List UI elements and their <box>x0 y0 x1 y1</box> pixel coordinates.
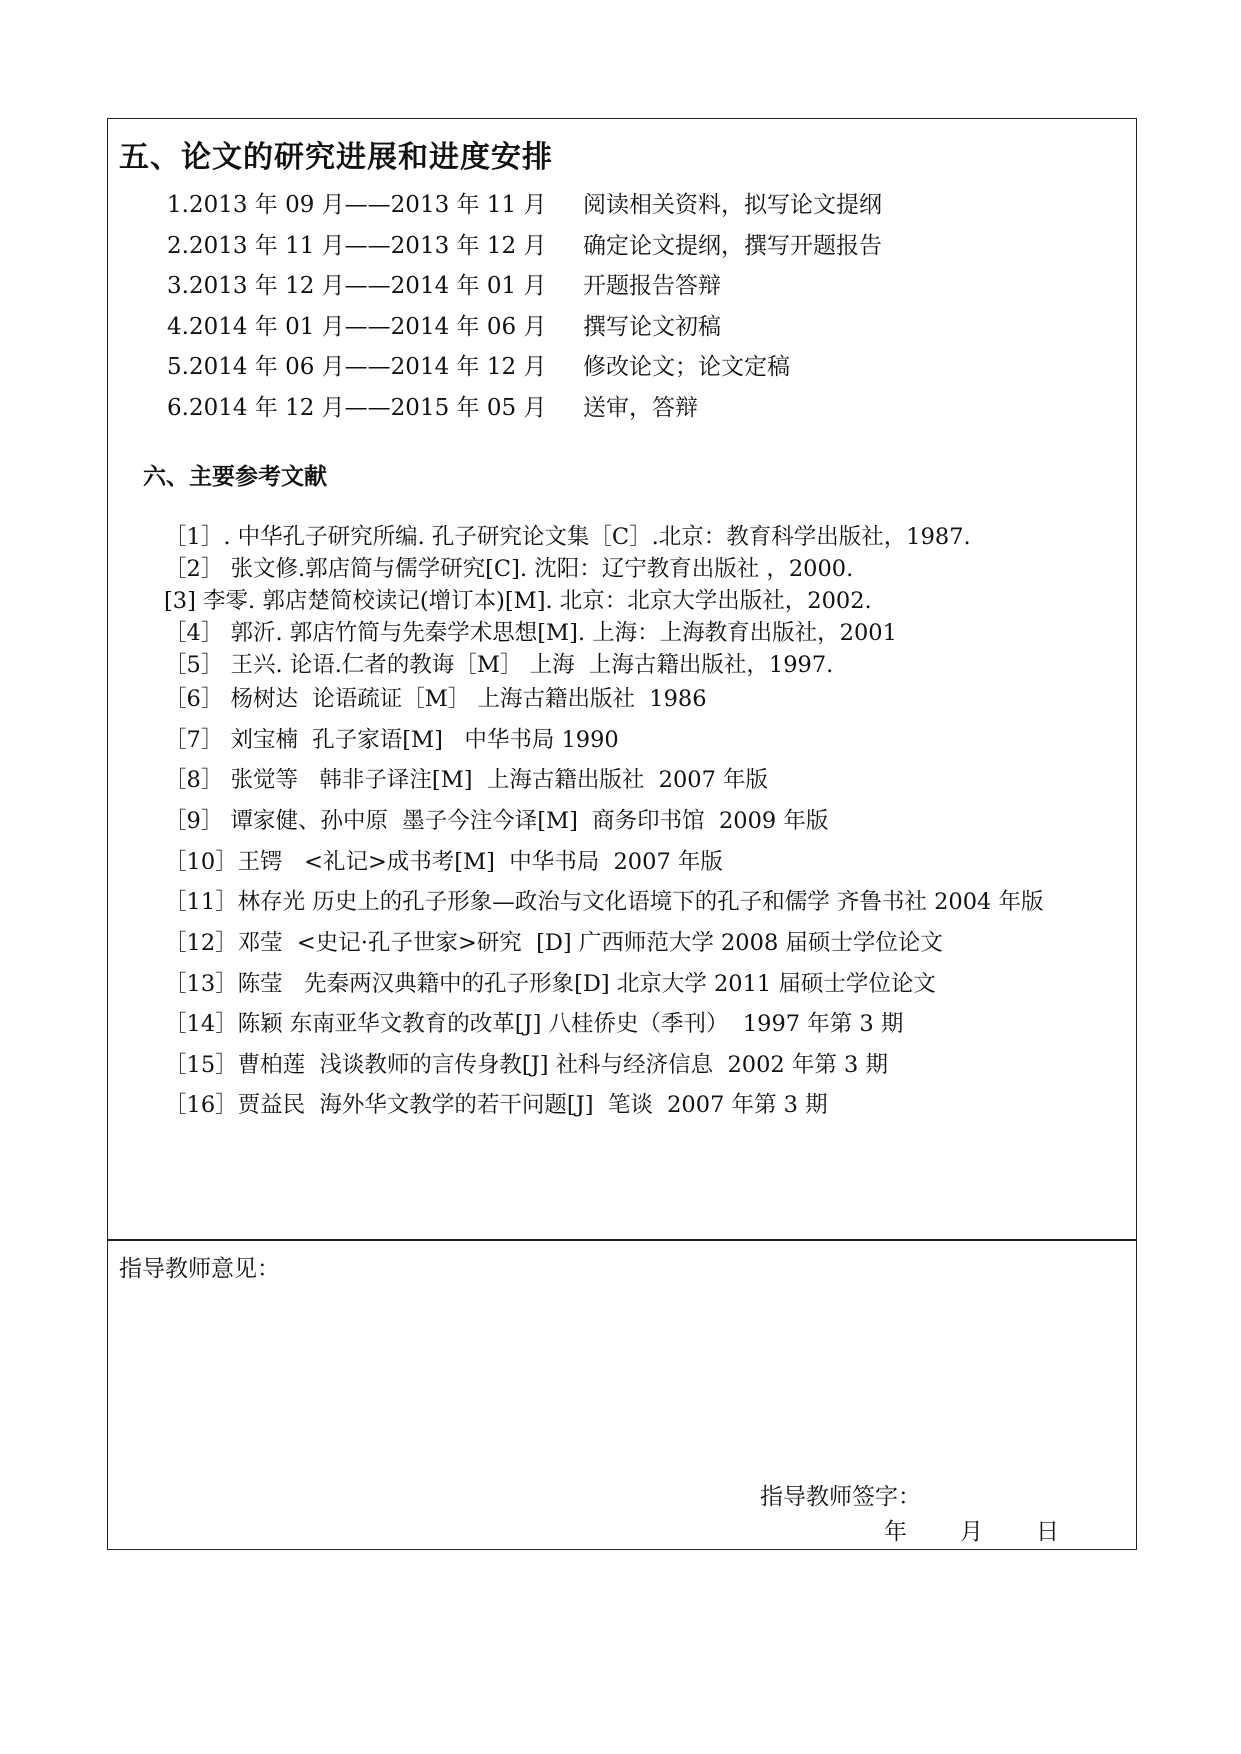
reference-item: ［4］ 郭沂. 郭店竹简与先秦学术思想[M]. 上海：上海教育出版社，2001 <box>164 620 897 646</box>
reference-item: ［14］陈颖 东南亚华文教育的改革[J] 八桂侨史（季刊） 1997 年第 3 期 <box>164 1011 904 1037</box>
schedule-period: 4.2014 年 01 月——2014 年 06 月 <box>167 313 547 340</box>
section6-title: 六、主要参考文献 <box>143 464 327 490</box>
reference-item: ［12］邓莹 <史记·孔子世家>研究 [D] 广西师范大学 2008 届硕士学位论文 <box>164 930 943 956</box>
schedule-task: 开题报告答辩 <box>583 273 721 299</box>
section5-title: 五、论文的研究进展和进度安排 <box>119 140 553 175</box>
advisor-opinion-label: 指导教师意见： <box>119 1256 280 1282</box>
reference-item: ［2］ 张文修.郭店简与儒学研究[C]. 沈阳：辽宁教育出版社 ，2000. <box>164 556 854 582</box>
reference-item: ［1］. 中华孔子研究所编. 孔子研究论文集［C］.北京：教育科学出版社，1987. <box>164 524 971 550</box>
schedule-period: 2.2013 年 11 月——2013 年 12 月 <box>167 232 547 259</box>
schedule-list <box>167 188 882 431</box>
reference-item: ［10］王锷 <礼记>成书考[M] 中华书局 2007 年版 <box>164 849 723 875</box>
reference-item: ［8］ 张觉等 韩非子译注[M] 上海古籍出版社 2007 年版 <box>164 767 769 793</box>
reference-item: ［15］曹柏莲 浅谈教师的言传身教[J] 社科与经济信息 2002 年第 3 期 <box>164 1052 889 1078</box>
advisor-signature-label: 指导教师签字： <box>760 1484 921 1510</box>
reference-item: ［9］ 谭家健、孙中原 墨子今注今译[M] 商务印书馆 2009 年版 <box>164 808 829 834</box>
reference-item: ［6］ 杨树达 论语疏证［M］ 上海古籍出版社 1986 <box>164 686 707 712</box>
schedule-period: 3.2013 年 12 月——2014 年 01 月 <box>167 273 547 299</box>
reference-item: [3] 李零. 郭店楚简校读记(增订本)[M]. 北京：北京大学出版社，2002. <box>164 588 872 614</box>
section-divider <box>107 1239 1137 1241</box>
reference-item: ［7］ 刘宝楠 孔子家语[M] 中华书局 1990 <box>164 727 619 753</box>
schedule-period: 6.2014 年 12 月——2015 年 05 月 <box>167 394 547 421</box>
schedule-item <box>167 269 882 310</box>
reference-item: ［16］贾益民 海外华文教学的若干问题[J] 笔谈 2007 年第 3 期 <box>164 1092 828 1118</box>
day-label: 日 <box>1036 1519 1059 1545</box>
schedule-item <box>167 391 882 432</box>
schedule-item <box>167 188 882 229</box>
reference-item: ［5］ 王兴. 论语.仁者的教诲［M］ 上海 上海古籍出版社，1997. <box>164 652 834 678</box>
schedule-item <box>167 229 882 270</box>
schedule-item <box>167 310 882 351</box>
schedule-period: 5.2014 年 06 月——2014 年 12 月 <box>167 354 547 380</box>
reference-item: ［13］陈莹 先秦两汉典籍中的孔子形象[D] 北京大学 2011 届硕士学位论文 <box>164 971 936 997</box>
schedule-item <box>167 350 882 391</box>
reference-item: ［11］林存光 历史上的孔子形象—政治与文化语境下的孔子和儒学 齐鲁书社 2004 年版 <box>164 889 1044 915</box>
schedule-period: 1.2013 年 09 月——2013 年 11 月 <box>167 192 547 218</box>
schedule-task: 送审，答辩 <box>583 394 698 421</box>
schedule-task: 阅读相关资料，拟写论文提纲 <box>583 192 882 218</box>
schedule-task: 撰写论文初稿 <box>583 313 721 340</box>
month-label: 月 <box>960 1519 983 1545</box>
date-line <box>884 1513 1059 1546</box>
schedule-task: 修改论文；论文定稿 <box>583 354 790 380</box>
year-label: 年 <box>884 1519 907 1545</box>
schedule-task: 确定论文提纲，撰写开题报告 <box>583 232 882 259</box>
